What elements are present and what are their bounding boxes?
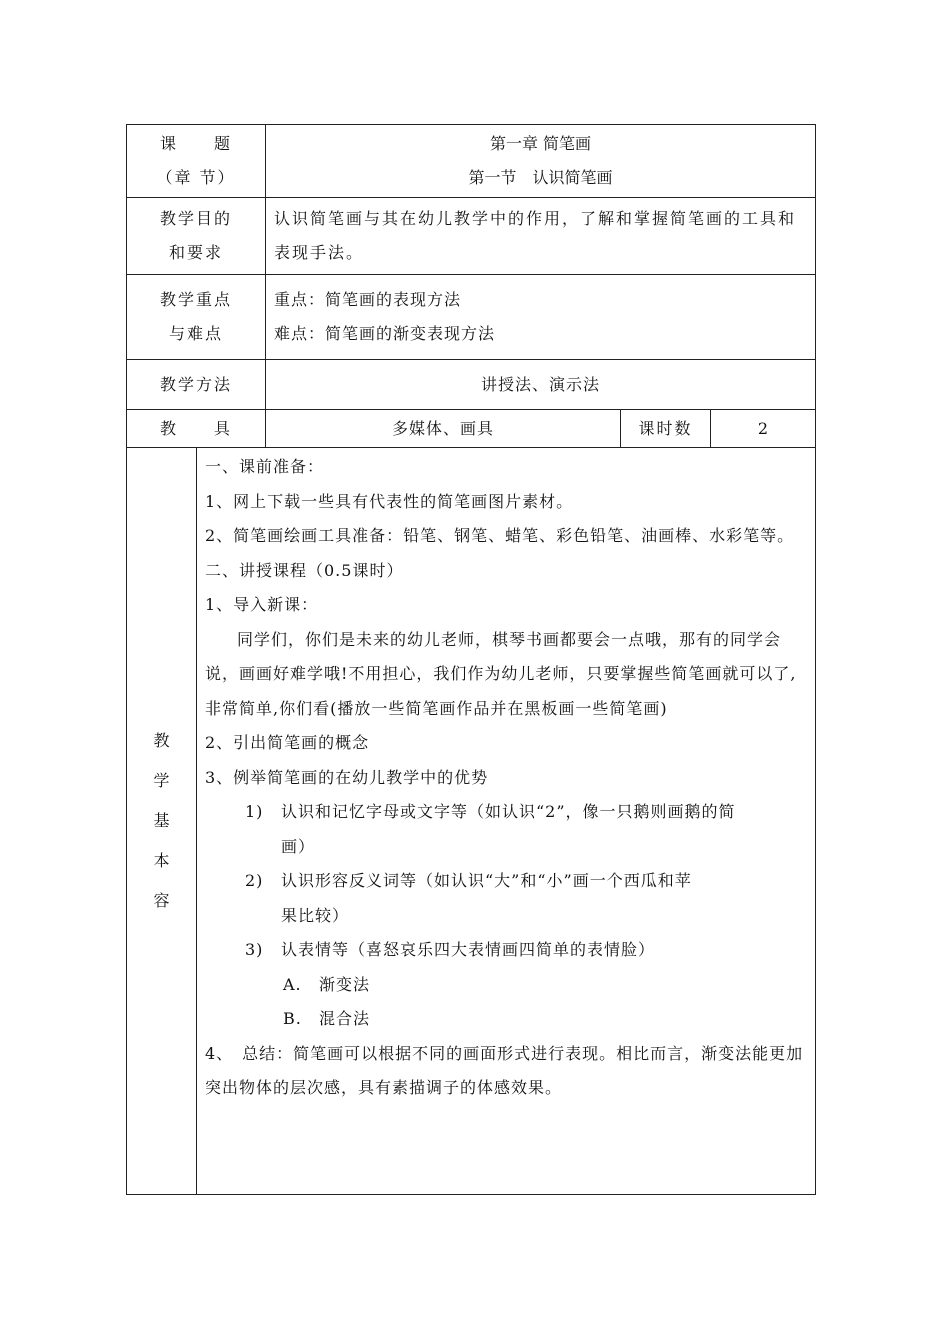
- key-label-cell: [127, 275, 266, 360]
- row-content: [127, 448, 816, 1195]
- topic-label-line2: （章 节）: [156, 168, 236, 187]
- section-2-heading: 二、讲授课程（0.5课时）: [205, 560, 404, 580]
- method-b-text: 混合法: [319, 1009, 371, 1028]
- row-tools: [127, 410, 816, 448]
- key-value-cell: [266, 275, 816, 360]
- section-1-heading: 一、课前准备：: [205, 457, 325, 476]
- row-goal: [127, 198, 816, 275]
- row-key-points: [127, 275, 816, 360]
- method-a-text: 渐变法: [319, 974, 371, 994]
- tools-label: 教 具: [127, 410, 266, 448]
- goal-value: 认识简笔画与其在幼儿教学中的作用，了解和掌握简笔画的工具和表现手法。: [266, 198, 816, 275]
- content-label-char2: 学: [153, 771, 170, 790]
- hours-value: 2: [711, 410, 816, 448]
- chapter-title: 第一章 简笔画: [489, 134, 592, 153]
- content-label-char5: 容: [153, 891, 170, 910]
- row-method: [127, 360, 816, 410]
- content-label-cell: [127, 448, 197, 1195]
- lesson-plan-table: [126, 124, 816, 1195]
- advantage-1-text: 认识和记忆字母或文字等（如认识“2”，像一只鹅则画鹅的简: [281, 802, 736, 821]
- row-topic: [127, 125, 816, 198]
- method-value: 讲授法、演示法: [266, 360, 816, 410]
- advantage-2-number: 2): [245, 871, 264, 890]
- section-1-item-1: 1、网上下载一些具有代表性的简笔画图片素材。: [205, 491, 574, 511]
- content-label-char4: 本: [153, 851, 170, 870]
- topic-label-line1: 课 题: [159, 134, 232, 153]
- goal-label-line1: 教学目的: [159, 209, 232, 228]
- advantage-2: [205, 864, 807, 899]
- key-point: 重点：简笔画的表现方法: [274, 290, 462, 309]
- advantage-3: [205, 933, 807, 968]
- advantage-2-text: 认识形容反义词等（如认识“大”和“小”画一个西瓜和苹: [281, 871, 692, 890]
- advantage-1-number: 1): [245, 802, 264, 821]
- method-a: [205, 968, 807, 1003]
- method-a-letter: A.: [283, 974, 302, 994]
- advantage-1-continuation: 画）: [281, 836, 316, 856]
- advantage-1: [205, 795, 807, 830]
- content-body: [197, 448, 816, 1195]
- method-b: [205, 1002, 807, 1037]
- method-b-letter: B.: [283, 1009, 302, 1028]
- goal-label-line2: 和要求: [168, 243, 223, 262]
- section-2-item-1: 1、导入新课：: [205, 595, 319, 614]
- goal-label-cell: [127, 198, 266, 275]
- advantage-3-number: 3): [245, 940, 264, 959]
- section-2-item-2: 2、引出简笔画的概念: [205, 733, 370, 752]
- advantage-3-text: 认表情等（喜怒哀乐四大表情画四简单的表情脸）: [281, 940, 656, 959]
- key-label-line2: 与难点: [168, 324, 223, 343]
- section-2-summary: 4、 总结：简笔画可以根据不同的画面形式进行表现。相比而言，渐变法能更加突出物体的层次感，具有素描调子的体感效果。: [205, 1043, 804, 1097]
- content-label-char3: 基: [153, 811, 170, 830]
- tools-value: 多媒体、画具: [266, 410, 621, 448]
- intro-paragraph: 同学们，你们是未来的幼儿老师，棋琴书画都要会一点哦，那有的同学会说，画画好难学哦!不用担心，我们作为幼儿老师，只要掌握些简笔画就可以了,非常简单,你们看(播放一些简笔画作品并在黑板画一些简笔画): [205, 629, 797, 718]
- difficult-point: 难点：简笔画的渐变表现方法: [274, 324, 496, 343]
- content-label-char1: 教: [153, 731, 170, 750]
- section-1-item-2: 2、简笔画绘画工具准备：铅笔、钢笔、蜡笔、彩色铅笔、油画棒、水彩笔等。: [205, 526, 795, 545]
- section-2-item-3: 3、例举简笔画的在幼儿教学中的优势: [205, 767, 489, 787]
- topic-value-cell: [266, 125, 816, 198]
- section-title: 第一节 认识简笔画: [468, 168, 613, 187]
- topic-label-cell: [127, 125, 266, 198]
- hours-label: 课时数: [621, 410, 711, 448]
- key-label-line1: 教学重点: [159, 290, 232, 309]
- advantage-2-continuation: 果比较）: [281, 905, 350, 925]
- method-label: 教学方法: [127, 360, 266, 410]
